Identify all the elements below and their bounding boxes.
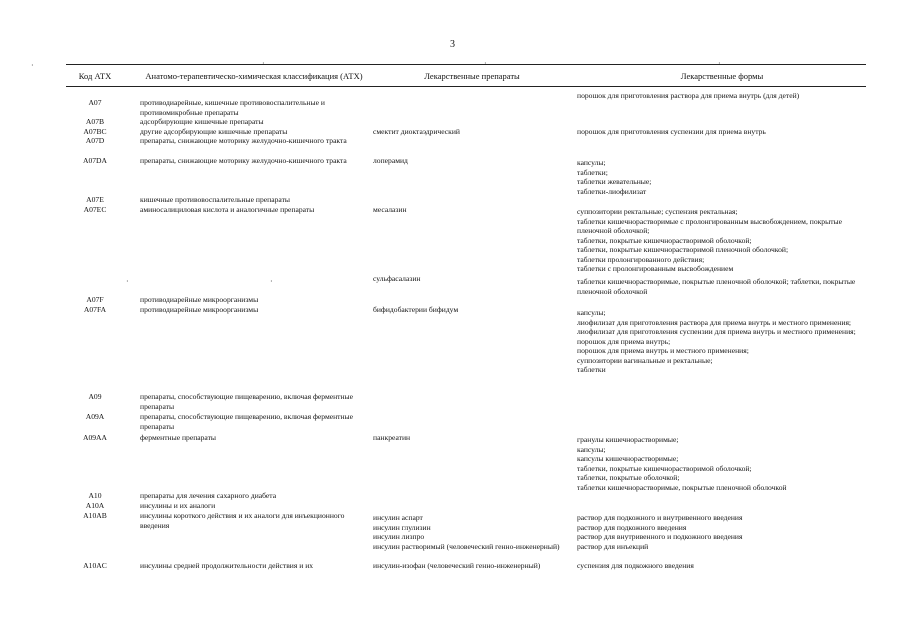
atc-classification: препараты, способствующие пищеварению, включая ферментные препараты (140, 412, 354, 431)
dosage-form-line: порошок для приема внутрь и местного применения; (577, 346, 749, 355)
dosage-form-line: таблетки; (577, 167, 608, 177)
dosage-form-line: таблетки пролонгированного действия; (577, 254, 705, 264)
atc-code: A07DA (82, 156, 108, 165)
dot-mark: · (484, 59, 487, 68)
atc-code: A09AA (82, 433, 108, 442)
dosage-form-line: таблетки с пролонгированным высвобождением (577, 264, 734, 273)
drug-name: смектит диоктаэдрический (373, 127, 460, 136)
atc-classification: ферментные препараты (140, 433, 217, 442)
atc-code: A10A (85, 501, 105, 510)
atc-classification: другие адсорбирующие кишечные препараты (140, 127, 288, 136)
drug-name: месалазин (373, 205, 407, 214)
atc-code: A09A (85, 412, 105, 421)
dosage-form-line: порошок для приготовления суспензии для приема внутрь (577, 127, 766, 136)
dosage-form-line: раствор для внутривенного и подкожного введения (577, 532, 743, 541)
dosage-form-line: капсулы; (577, 444, 606, 454)
dosage-form-line: таблетки, покрытые кишечнорастворимой пленочной оболочкой; (577, 245, 789, 254)
dosage-form-line: раствор для инъекций (577, 541, 649, 551)
dosage-form-line: таблетки-лиофилизат (577, 186, 647, 196)
dosage-form-line: таблетки, покрытые оболочкой; (577, 473, 680, 482)
drug-name: инсулин-изофан (человеческий генно-инженерный) (373, 561, 541, 570)
header-code: Код АТХ (78, 71, 112, 81)
dosage-forms (577, 277, 867, 296)
continued-form-fragment: порошок для приготовления раствора для приема внутрь (для детей) (577, 91, 800, 100)
atc-classification: препараты, способствующие пищеварению, включая ферментные препараты (140, 392, 354, 411)
dosage-forms (577, 158, 867, 196)
atc-code: A07E (86, 195, 104, 204)
dosage-form-line: таблетки, покрытые кишечнорастворимой оболочкой; (577, 235, 752, 245)
dosage-form-line: таблетки (577, 365, 606, 374)
drug-name: бифидобактерии бифидум (373, 305, 459, 314)
atc-code: A07FA (83, 305, 107, 314)
dosage-form-line: капсулы; (577, 308, 606, 317)
dosage-form-line: капсулы кишечнорастворимые; (577, 454, 679, 463)
dot-mark: · (718, 59, 721, 68)
dosage-form-line: лиофилизат для приготовления суспензии для приема внутрь и местного применения; (577, 327, 856, 336)
dosage-form-line: таблетки кишечнорастворимые с пролонгированным высвобождением, покрытые пленочной оболочкой; (577, 216, 842, 235)
dosage-form-line: суппозитории вагинальные и ректальные; (577, 355, 713, 365)
atc-classification: препараты, снижающие моторику желудочно-кишечного тракта (140, 136, 347, 145)
atc-classification: препараты для лечения сахарного диабета (140, 491, 277, 500)
atc-code: A10AC (83, 561, 107, 570)
drug-name: инсулин аспарт (373, 513, 423, 522)
dosage-forms (577, 207, 867, 274)
header-forms: Лекарственные формы (680, 71, 764, 81)
drug-name: панкреатин (373, 433, 411, 442)
dosage-form-line: таблетки кишечнорастворимые, покрытые пленочной оболочкой (577, 482, 787, 492)
atc-classification: адсорбирующие кишечные препараты (140, 117, 264, 126)
dosage-form-line: порошок для приема внутрь; (577, 336, 671, 346)
dosage-forms (577, 513, 867, 551)
dot-mark: · (31, 61, 34, 70)
atc-classification: противодиарейные микроорганизмы (140, 305, 259, 314)
drug-name: инсулин глулизин (373, 522, 431, 532)
atc-classification: противодиарейные, кишечные противовоспалительные и противомикробные препараты (140, 98, 325, 117)
dosage-form-line: таблетки, покрытые кишечнорастворимой оболочкой; (577, 463, 752, 473)
table-header-rule (66, 86, 866, 87)
dot-mark: · (270, 277, 273, 286)
dosage-forms (577, 308, 867, 375)
atc-code: A09 (88, 392, 102, 401)
atc-classification: противодиарейные микроорганизмы (140, 295, 259, 304)
atc-classification: аминосалициловая кислота и аналогичные препараты (140, 205, 315, 214)
drug-names (373, 513, 571, 551)
dosage-form-line: капсулы; (577, 158, 606, 167)
header-classification: Анатомо-терапевтическо-химическая классификация (АТХ) (145, 71, 363, 81)
dosage-form-line: суппозитории ректальные; суспензия ректальная; (577, 207, 738, 216)
dosage-form-line: гранулы кишечнорастворимые; (577, 435, 679, 444)
dosage-form-line: лиофилизат для приготовления раствора для приема внутрь и местного применения; (577, 317, 852, 327)
dosage-form-line: таблетки жевательные; (577, 177, 652, 186)
atc-classification: инсулины и их аналоги (140, 501, 216, 510)
drug-name: инсулин растворимый (человеческий генно-инженерный) (373, 541, 560, 551)
dosage-forms (577, 435, 867, 492)
atc-code: A10 (88, 491, 102, 500)
atc-code: A07D (85, 136, 105, 145)
atc-code: A07BC (83, 127, 107, 136)
header-drugs: Лекарственные препараты (424, 71, 520, 81)
dosage-form-line: суспензия для подкожного введения (577, 561, 694, 570)
atc-code: A07EC (83, 205, 107, 214)
dosage-form-line: таблетки кишечнорастворимые, покрытые пленочной оболочкой; таблетки, покрытые пленочной оболочкой (577, 277, 856, 296)
atc-code: A07B (85, 117, 105, 126)
atc-code: A07 (88, 98, 102, 107)
dosage-form-line: раствор для подкожного введения (577, 522, 687, 532)
atc-classification: инсулины средней продолжительности действия и их (140, 561, 314, 570)
table-top-rule (66, 64, 866, 65)
dot-mark: · (126, 277, 129, 286)
dot-mark: · (262, 59, 265, 68)
atc-code: A07F (86, 295, 104, 304)
dosage-forms (577, 561, 867, 571)
page-number: 3 (450, 39, 455, 50)
atc-code: A10AB (83, 511, 107, 520)
dosage-form-line: раствор для подкожного и внутривенного введения (577, 513, 743, 522)
drug-name: лоперамид (373, 156, 408, 165)
drug-name: сульфасалазин (373, 274, 421, 283)
dosage-forms (577, 127, 867, 137)
atc-classification: инсулины короткого действия и их аналоги для инъекционного введения (140, 511, 345, 530)
drug-name: инсулин лизпро (373, 532, 425, 541)
atc-classification: препараты, снижающие моторику желудочно-кишечного тракта (140, 156, 347, 165)
atc-classification: кишечные противовоспалительные препараты (140, 195, 290, 204)
